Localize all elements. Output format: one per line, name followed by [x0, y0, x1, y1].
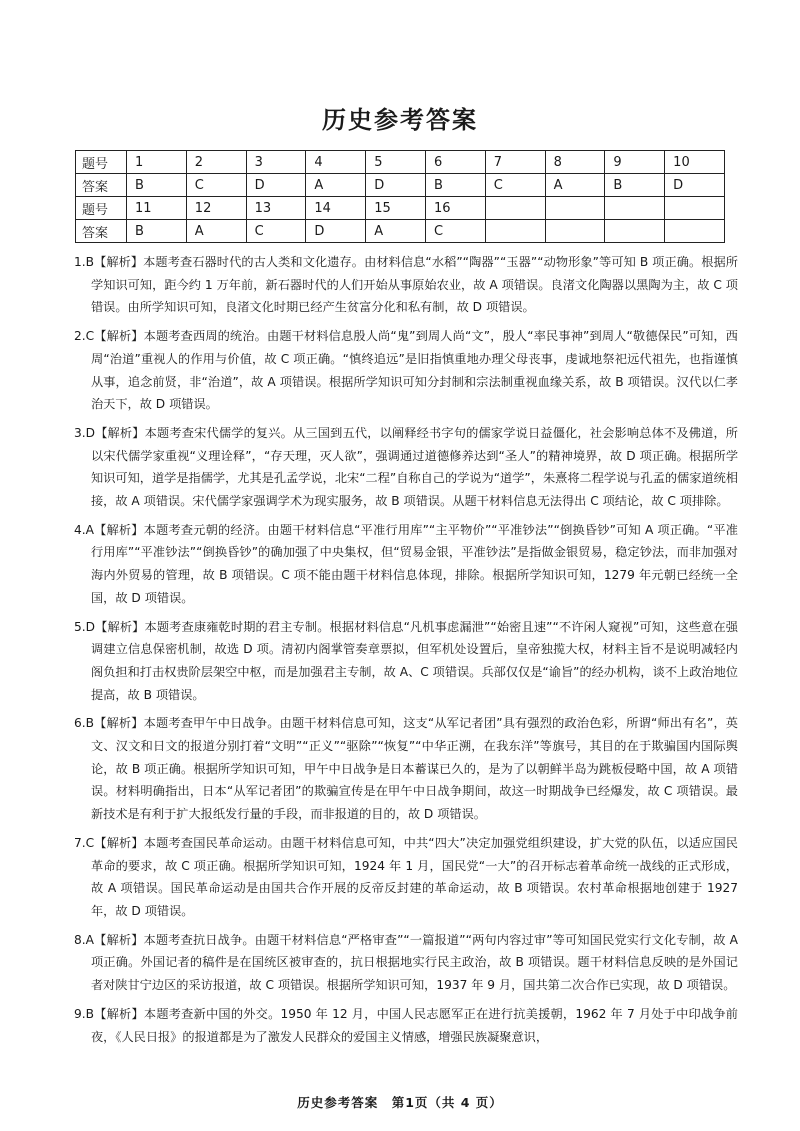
table-cell: 6 — [425, 151, 485, 174]
table-cell: 5 — [366, 151, 426, 174]
table-cell — [605, 197, 665, 220]
table-cell: C — [425, 220, 485, 243]
explanation-item: 5.D【解析】本题考查康雍乾时期的君主专制。根据材料信息“凡机事虑漏泄”“始密且速”“不许闲人窥视”可知，这些意在强调建立信息保密机制，故选 D 项。清初内阁掌管奏章票拟，但军机处设置后，皇帝独揽大权，材料主旨不是说明减轻内阁负担和打击权贵阶层架空中枢，而是加强君主专制，故 A、C 项错误。兵部仅仅是“谕旨”的经办机构，谈不上政治地位提高，故 B 项错误。 — [74, 619, 738, 702]
explanation-item: 9.B【解析】本题考查新中国的外交。1950 年 12 月，中国人民志愿军正在进行抗美援朝，1962 年 7 月处于中印战争前夜，《人民日报》的报道都是为了激发人民群众的爱国主义情感，增强民族凝聚意识， — [74, 1006, 738, 1044]
table-cell: D — [665, 174, 725, 197]
table-cell — [545, 197, 605, 220]
table-cell: 8 — [545, 151, 605, 174]
table-cell: 16 — [425, 197, 485, 220]
table-cell — [485, 220, 545, 243]
answer-table — [75, 150, 725, 243]
table-cell: 1 — [127, 151, 187, 174]
table-cell: 3 — [246, 151, 306, 174]
row-header: 题号 — [76, 197, 127, 220]
table-cell — [545, 220, 605, 243]
table-cell: 13 — [246, 197, 306, 220]
table-cell: D — [246, 174, 306, 197]
explanation-item: 6.B【解析】本题考查甲午中日战争。由题干材料信息可知，这支“从军记者团”具有强烈的政治色彩，所谓“师出有名”，英文、汉文和日文的报道分别打着“文明”“正义”“驱除”“恢复”“中华正溯，在我东洋”等旗号，其目的在于欺骗国内国际舆论，故 B 项正确。根据所学知识可知，甲午中日战争是日本蓄谋已久的，是为了以朝鲜半岛为跳板侵略中国，故 A 项错误。材料明确指出，日本“从军记者团”的欺骗宣传是在甲午中日战争期间，故这一时期战争已经爆发，故 C 项错误。最新技术是有利于扩大报纸发行量的手段，而非报道的目的，故 D 项错误。 — [74, 716, 738, 822]
explanation-item: 7.C【解析】本题考查国民革命运动。由题干材料信息可知，中共“四大”决定加强党组织建设，扩大党的队伍，以适应国民革命的要求，故 C 项正确。根据所学知识可知，1924 年 1 月，国民党“一大”的召开标志着革命统一战线的正式形成，故 A 项错误。国民革命运动是由国共合作开展的反帝反封建的革命运动，故 B 项错误。农村革命根据地创建于 1927 年，故 D 项错误。 — [74, 835, 738, 918]
table-row — [76, 197, 725, 220]
table-cell: 4 — [306, 151, 366, 174]
table-row — [76, 151, 725, 174]
table-cell — [485, 197, 545, 220]
table-cell: B — [605, 174, 665, 197]
explanation-item: 2.C【解析】本题考查西周的统治。由题干材料信息殷人尚“鬼”到周人尚“文”，殷人“率民事神”到周人“敬德保民”可知，西周“治道”重视人的作用与价值，故 C 项正确。“慎终追远”是旧指慎重地办理父母丧事，虔诚地祭祀远代祖先，也指谨慎从事，追念前贤，非“治道”，故 A 项错误。根据所学知识可知分封制和宗法制重视血缘关系，故 B 项错误。汉代以仁孝治天下，故 D 项错误。 — [74, 329, 738, 412]
table-cell: 12 — [186, 197, 246, 220]
table-cell: A — [306, 174, 366, 197]
table-cell: 7 — [485, 151, 545, 174]
table-cell: D — [306, 220, 366, 243]
table-cell: A — [366, 220, 426, 243]
table-cell: 9 — [605, 151, 665, 174]
table-cell: C — [186, 174, 246, 197]
table-row — [76, 220, 725, 243]
explanation-item: 8.A【解析】本题考查抗日战争。由题干材料信息“严格审查”“一篇报道”“两句内容过审”等可知国民党实行文化专制，故 A 项正确。外国记者的稿件是在国统区被审查的，抗日根据地实行民主政治，故 B 项错误。题干材料信息反映的是外国记者对陕甘宁边区的采访报道，故 C 项错误。根据所学知识可知，1937 年 9 月，国共第二次合作已实现，故 D 项错误。 — [74, 932, 738, 993]
page-footer: 历史参考答案 第1页（共 4 页） — [297, 1095, 503, 1110]
table-cell: A — [186, 220, 246, 243]
explanation-item: 4.A【解析】本题考查元朝的经济。由题干材料信息“平准行用库”“主平物价”“平准钞法”“倒换昏钞”可知 A 项正确。“平准行用库”“平准钞法”“倒换昏钞”的确加强了中央集权，但“贸易金银，平准钞法”是指做金银贸易，稳定钞法，而非加强对海内外贸易的管理，故 B 项错误。C 项不能由题干材料信息体现，排除。根据所学知识可知，1279 年元朝已经统一全国，故 D 项错误。 — [74, 522, 738, 605]
table-row — [76, 174, 725, 197]
table-cell: 11 — [127, 197, 187, 220]
table-cell: A — [545, 174, 605, 197]
table-cell: C — [485, 174, 545, 197]
table-cell: C — [246, 220, 306, 243]
table-cell: D — [366, 174, 426, 197]
table-cell: B — [127, 220, 187, 243]
table-cell — [665, 220, 725, 243]
page-title: 历史参考答案 — [322, 105, 478, 134]
table-cell: 15 — [366, 197, 426, 220]
row-header: 答案 — [76, 174, 127, 197]
table-cell: B — [425, 174, 485, 197]
explanation-item: 3.D【解析】本题考查宋代儒学的复兴。从三国到五代，以阐释经书字句的儒家学说日益僵化，社会影响总体不及佛道，所以宋代儒学家重视“义理诠释”，“存天理，灭人欲”，强调通过道德修养达到“圣人”的精神境界，故 D 项正确。根据所学知识可知，道学是指儒学，尤其是孔孟学说，北宋“二程”自称自己的学说为“道学”，朱熹将二程学说与孔孟的儒家道统相接，故 A 项错误。宋代儒学家强调学术为现实服务，故 B 项错误。从题干材料信息无法得出 C 项结论，故 C 项排除。 — [74, 425, 738, 509]
row-header: 题号 — [76, 151, 127, 174]
table-cell: B — [127, 174, 187, 197]
table-cell: 14 — [306, 197, 366, 220]
table-cell — [605, 220, 665, 243]
table-cell: 10 — [665, 151, 725, 174]
table-cell: 2 — [186, 151, 246, 174]
explanation-item: 1.B【解析】本题考查石器时代的古人类和文化遗存。由材料信息“水稻”“陶器”“玉器”“动物形象”等可知 B 项正确。根据所学知识可知，距今约 1 万年前，新石器时代的人们开始从事原始农业，故 A 项错误。良渚文化陶器以黑陶为主，故 C 项错误。由所学知识可知，良渚文化时期已经产生贫富分化和私有制，故 D 项错误。 — [74, 255, 738, 315]
table-cell — [665, 197, 725, 220]
explanation-list — [74, 251, 738, 1054]
row-header: 答案 — [76, 220, 127, 243]
